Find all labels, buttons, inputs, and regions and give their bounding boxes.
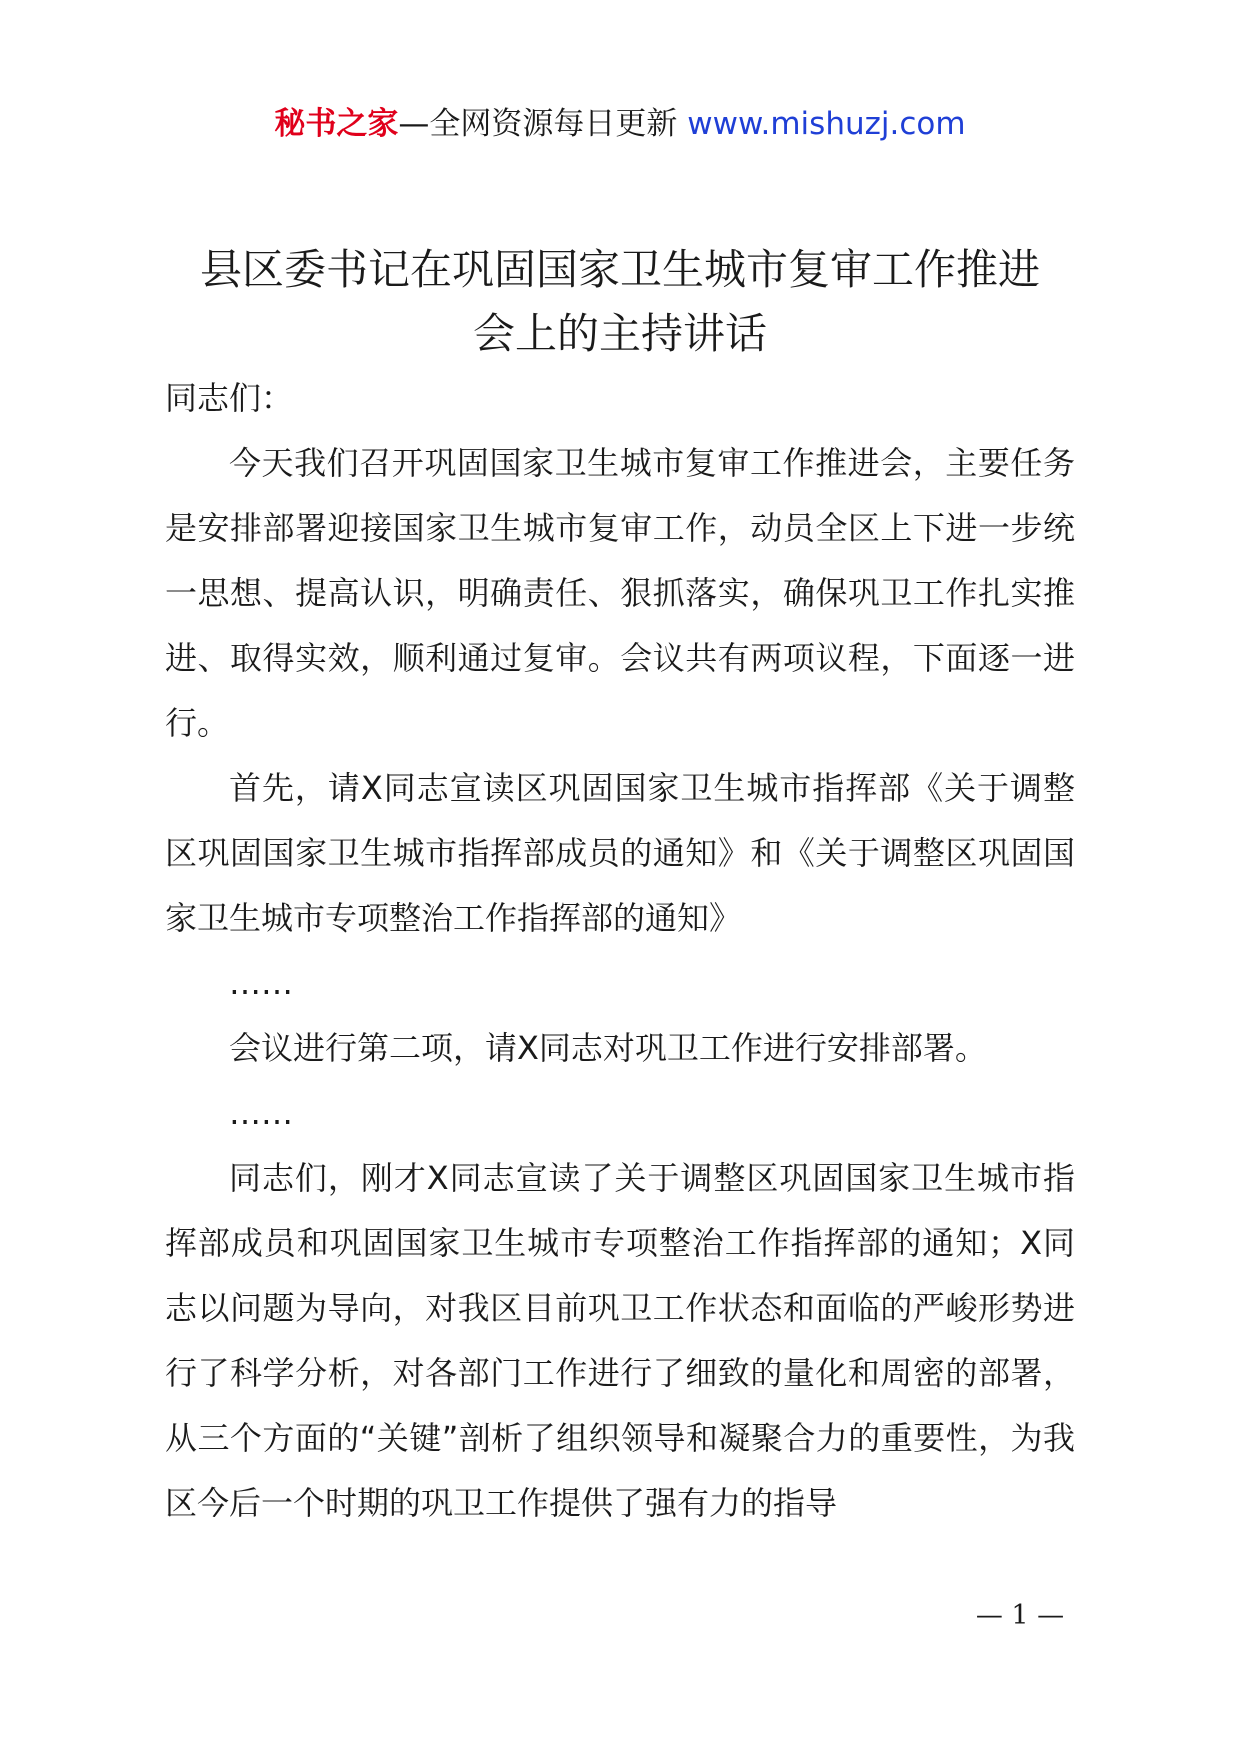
document-title-line-1: 县区委书记在巩固国家卫生城市复审工作推进 bbox=[199, 245, 1040, 294]
paragraph: 会议进行第二项，请X同志对巩卫工作进行安排部署。 bbox=[229, 1029, 987, 1067]
document-body bbox=[165, 366, 1075, 1536]
ellipsis-paragraph: …… bbox=[229, 964, 293, 1002]
page-number: — 1 — bbox=[975, 1600, 1065, 1631]
paragraph: 今天我们召开巩固国家卫生城市复审工作推进会，主要任务是安排部署迎接国家卫生城市复审工作，动员全区上下进一步统一思想、提高认识，明确责任、狠抓落实，确保巩卫工作扎实推进、取得实效，顺利通过复审。会议共有两项议程，下面逐一进行。 bbox=[165, 444, 1075, 742]
paragraph: 同志们，刚才X同志宣读了关于调整区巩固国家卫生城市指挥部成员和巩固国家卫生城市专项整治工作指挥部的通知；X同志以问题为导向，对我区目前巩卫工作状态和面临的严峻形势进行了科学分析，对各部门工作进行了细致的量化和周密的部署，从三个方面的“关键”剖析了组织领导和凝聚合力的重要性，为我区今后一个时期的巩卫工作提供了强有力的指导 bbox=[165, 1159, 1075, 1522]
site-header bbox=[0, 102, 1240, 146]
site-url-link[interactable]: www.mishuzj.com bbox=[687, 106, 966, 142]
header-tagline: —全网资源每日更新 bbox=[398, 106, 678, 142]
paragraph: 首先，请X同志宣读区巩固国家卫生城市指挥部《关于调整区巩固国家卫生城市指挥部成员的通知》和《关于调整区巩固国家卫生城市专项整治工作指挥部的通知》 bbox=[165, 769, 1075, 937]
ellipsis-paragraph: …… bbox=[229, 1094, 293, 1132]
document-title bbox=[150, 238, 1090, 366]
brand-name: 秘书之家 bbox=[274, 106, 399, 142]
document-title-line-2: 会上的主持讲话 bbox=[472, 309, 767, 358]
salutation: 同志们： bbox=[165, 379, 294, 417]
